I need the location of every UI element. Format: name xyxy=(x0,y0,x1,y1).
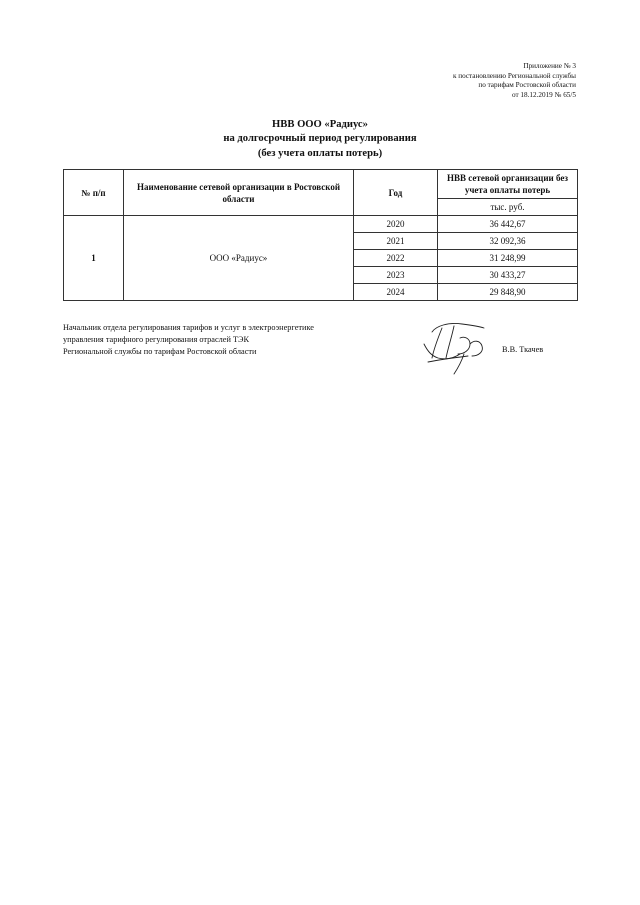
value-cell: 30 433,27 xyxy=(438,267,578,284)
value-cell: 29 848,90 xyxy=(438,284,578,301)
org-name: ООО «Радиус» xyxy=(124,216,354,301)
appendix-line: Приложение № 3 xyxy=(523,62,576,70)
title-line: НВВ ООО «Радиус» xyxy=(272,119,368,130)
value-cell: 31 248,99 xyxy=(438,250,578,267)
title-line: (без учета оплаты потерь) xyxy=(257,147,383,159)
signatory-position xyxy=(63,322,314,357)
value-cell: 32 092,36 xyxy=(438,233,578,250)
nvv-table xyxy=(63,169,578,301)
header-value: НВВ сетевой организации без учета оплаты потерь xyxy=(438,170,578,199)
appendix-line: к постановлению Региональной службы xyxy=(452,71,576,80)
position-line: Начальник отдела регулирования тарифов и услуг в электроэнергетике xyxy=(63,323,314,332)
year-cell: 2024 xyxy=(354,284,438,301)
position-line: Региональной службы по тарифам Ростовской области xyxy=(63,346,257,356)
title-line: на долгосрочный период регулирования xyxy=(223,133,417,145)
position-line: управления тарифного регулирования отраслей ТЭК xyxy=(63,334,250,344)
year-cell: 2022 xyxy=(354,250,438,267)
appendix-line: от 18.12.2019 № 65/5 xyxy=(511,90,576,99)
header-name: Наименование сетевой организации в Ростовской области xyxy=(124,170,354,216)
header-num: № п/п xyxy=(64,170,124,216)
document-title xyxy=(0,118,640,161)
table-row xyxy=(64,216,578,233)
org-number: 1 xyxy=(64,216,124,301)
header-unit: тыс. руб. xyxy=(438,199,578,216)
header-year: Год xyxy=(354,170,438,216)
appendix-line: по тарифам Ростовской области xyxy=(478,81,576,90)
year-cell: 2023 xyxy=(354,267,438,284)
year-cell: 2021 xyxy=(354,233,438,250)
appendix-reference xyxy=(316,62,576,100)
handwritten-signature xyxy=(418,314,496,376)
signer-name: В.В. Ткачев xyxy=(502,345,544,354)
value-cell: 36 442,67 xyxy=(438,216,578,233)
year-cell: 2020 xyxy=(354,216,438,233)
